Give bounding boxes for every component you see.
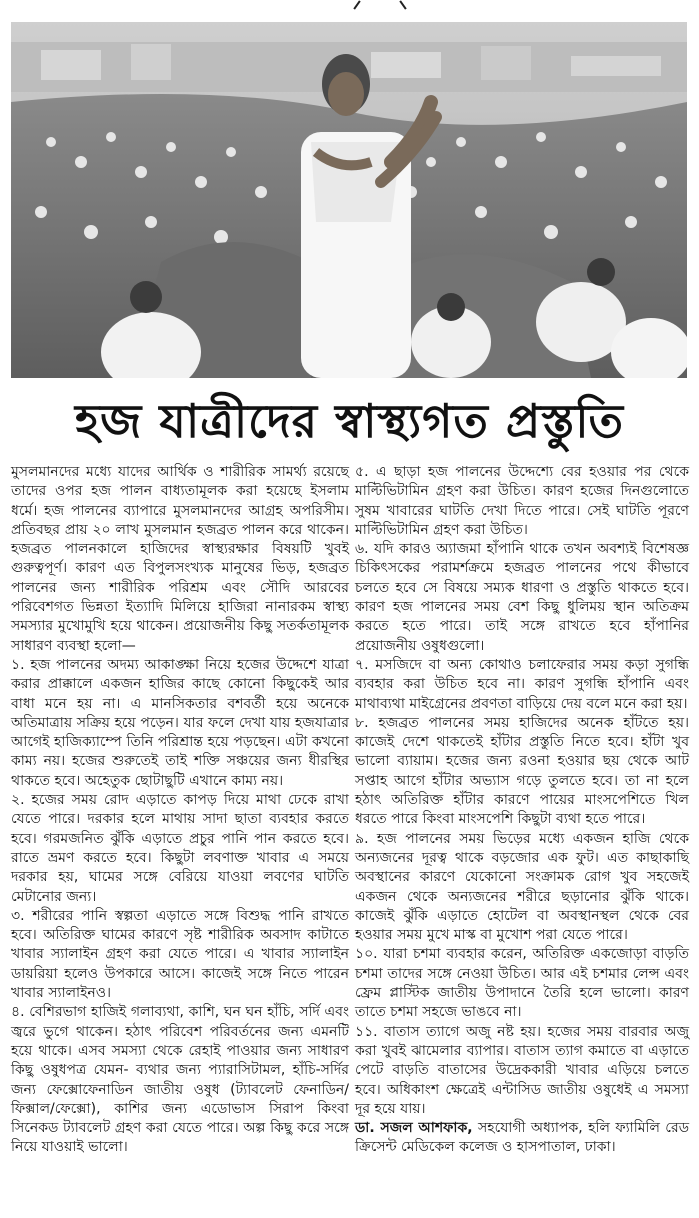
article-paragraph: ৫. এ ছাড়া হজ পালনের উদ্দেশ্যে বের হওয়ার পর থেকে মাল্টিভিটামিন গ্রহণ করা উচিত। কারণ হজের দিনগুলোতে সুষম খাবারের ঘাটতি দেখা দিতে পারে। সেই ঘাটতি পূরণে মাল্টিভিটামিন গ্রহণ করা উচিত। xyxy=(355,464,689,538)
article-paragraph: মুসলমানদের মধ্যে যাদের আর্থিক ও শারীরিক সামর্থ্য রয়েছে তাদের ওপর হজ পালন বাধ্যতামূলক করা হয়েছে ইসলাম ধর্মে। হজ পালনের ব্যাপারে মুসলমানদের আগ্রহ অপরিসীম। প্রতিবছর প্রায় ২০ লাখ মুসলমান হজব্রত পালন করে থাকেন। হজব্রত পালনকালে হাজিদের স্বাস্থ্যরক্ষার বিষয়টি খুবই গুরুত্বপূর্ণ। কারণ এত বিপুলসংখ্যক মানুষের ভিড়, হজব্রত পালনের জন্য শারীরিক পরিশ্রম এবং সৌদি আরবের পরিবেশগত ভিন্নতা ইত্যাদি মিলিয়ে হাজিরা নানারকম স্বাস্থ্য সমস্যার মুখোমুখি হয়ে থাকেন। প্রয়োজনীয় কিছু সতর্কতামূলক সাধারণ ব্যবস্থা হলো— xyxy=(11,464,349,654)
article-column-left xyxy=(11,463,349,1158)
corner-mark-right xyxy=(399,0,406,9)
article-paragraph: ১০. যারা চশমা ব্যবহার করেন, অতিরিক্ত একজোড়া বাড়তি চশমা তাদের সঙ্গে নেওয়া উচিত। আর এই চশমার লেন্স এবং ফ্রেম প্লাস্টিক জাতীয় উপাদানে তৈরি হলে ভালো। কারণ তাতে চশমা সহজে ভাঙবে না। xyxy=(355,946,689,1021)
article-paragraph: ১১. বাতাস ত্যাগে অজু নষ্ট হয়। হজের সময় বারবার অজু করা খুবই ঝামেলার ব্যাপার। বাতাস ত্যাগ কমাতে বা এড়াতে পেটে বাড়তি বাতাসের উদ্রেককারী খাবার এড়িয়ে চলতে হবে। অধিকাংশ ক্ষেত্রেই এন্টাসিড জাতীয় ওষুধেই এ সমস্যা দূর হয়ে যায়। xyxy=(355,1023,689,1117)
author-affiliation: সহযোগী অধ্যাপক, হলি ফ্যামিলি রেড ক্রিসেন্ট মেডিকেল কলেজ ও হাসপাতাল, ঢাকা। xyxy=(355,1120,689,1156)
article-paragraph: ৪. বেশিরভাগ হাজিই গলাব্যথা, কাশি, ঘন ঘন হাঁচি, সর্দি এবং জ্বরে ভুগে থাকেন। হঠাৎ পরিবেশ পরিবর্তনের জন্য এমনটি হয়ে থাকে। এসব সমস্যা থেকে রেহাই পাওয়ার জন্য সাধারণ কিছু ওষুধপত্র যেমন- ব্যথার জন্য প্যারাসিটামল, হাঁচি-সর্দির জন্য ফেক্সোফেনাডিন জাতীয় ওষুধ (ট্যাবলেট ফেনাডিন/ফিক্সাল/ফেক্সো), কাশির জন্য এডোভাস সিরাপ কিংবা সিনেকড ট্যাবলেট গ্রহণ করা যেতে পারে। অল্প কিছু করে সঙ্গে নিয়ে যাওয়াই ভালো। xyxy=(11,1004,349,1156)
author-byline xyxy=(355,1119,689,1158)
corner-mark-left xyxy=(353,0,360,9)
article-paragraph: ৭. মসজিদে বা অন্য কোথাও চলাফেরার সময় কড়া সুগন্ধি ব্যবহার করা উচিত হবে না। কারণ সুগন্ধি হাঁপানি এবং মাথাব্যথা মাইগ্রেনের প্রবণতা বাড়িয়ে দেয় বলে মনে করা হয়। xyxy=(355,656,689,712)
article-paragraph: ৮. হজব্রত পালনের সময় হাজিদের অনেক হাঁটতে হয়। কাজেই দেশে থাকতেই হাঁটার প্রস্তুতি নিতে হবে। হাঁটা খুব ভালো ব্যায়াম। হজের জন্য রওনা হওয়ার ছয় থেকে আট সপ্তাহ আগে হাঁটার অভ্যাস গড়ে তুলতে হবে। তা না হলে হঠাৎ অতিরিক্ত হাঁটার কারণে পায়ের মাংসপেশিতে খিল ধরতে পারে কিংবা মাংসপেশি কিছুটা ব্যথা হতে পারে। xyxy=(355,714,689,828)
author-name: ডা. সজল আশফাক, xyxy=(355,1120,473,1137)
article-paragraph: ৩. শরীরের পানি স্বল্পতা এড়াতে সঙ্গে বিশুদ্ধ পানি রাখতে হবে। অতিরিক্ত ঘামের কারণে সৃষ্ট শারীরিক অবসাদ কাটাতে খাবার স্যালাইন গ্রহণ করা যেতে পারে। এ খাবার স্যালাইন ডায়রিয়া হলেও উপকারে আসে। কাজেই সঙ্গে নিতে পারেন খাবার স্যালাইনও। xyxy=(11,907,349,1002)
hajj-photo-icon xyxy=(11,22,687,378)
article-paragraph: ৬. যদি কারও অ্যাজমা হাঁপানি থাকে তখন অবশ্যই বিশেষজ্ঞ চিকিৎসকের পরামর্শক্রমে হজব্রত পালনের পথে কীভাবে চলতে হবে সে বিষয়ে সম্যক ধারণা ও প্রস্তুতি থাকতে হবে। কারণ হজ পালনের সময় বেশ কিছু ধুলিময় স্থান অতিক্রম করতে হতে পারে। তাই সঙ্গে রাখতে হবে হাঁপানির প্রয়োজনীয় ওষুধগুলো। xyxy=(355,541,689,654)
page-top-edge xyxy=(0,0,699,22)
article-column-right xyxy=(355,463,689,1158)
article-headline: হজ যাত্রীদের স্বাস্থ্যগত প্রস্তুতি xyxy=(75,394,624,448)
article-paragraph: ১. হজ পালনের অদম্য আকাঙ্ক্ষা নিয়ে হজের উদ্দেশে যাত্রা করার প্রাক্কালে একজন হাজির কাছে কোনো কিছুকেই আর বাধা মনে হয় না। এ মানসিকতার বশবর্তী হয়ে অনেকে অতিমাত্রায় সক্রিয় হয়ে পড়েন। যার ফলে দেখা যায় হজযাত্রার আগেই হাজিক্যাম্পে তিনি পরিশ্রান্ত হয়ে পড়ছেন। এটা কখনো কাম্য নয়। হজের শুরুতেই তাই শক্তি সঞ্চয়ের জন্য ধীরস্থির থাকতে হবে। অহেতুক ছোটাছুটি এখানে কাম্য নয়। xyxy=(11,656,349,789)
article-paragraph: ২. হজের সময় রোদ এড়াতে কাপড় দিয়ে মাথা ঢেকে রাখা যেতে পারে। দরকার হলে মাথায় সাদা ছাতা ব্যবহার করতে হবে। গরমজনিত ঝুঁকি এড়াতে প্রচুর পানি পান করতে হবে। রাতে ভ্রমণ করতে হবে। কিছুটা লবণাক্ত খাবার এ সময়ে দরকার হয়, ঘামের সঙ্গে বেরিয়ে যাওয়া লবণের ঘাটতি মেটানোর জন্য। xyxy=(11,792,349,905)
hajj-photo xyxy=(11,22,687,378)
article-paragraph: ৯. হজ পালনের সময় ভিড়ের মধ্যে একজন হাজি থেকে অন্যজনের দূরত্ব থাকে বড়জোর এক ফুট। এত কাছাকাছি অবস্থানের কারণে যেকোনো সংক্রামক রোগ খুব সহজেই একজন থেকে অন্যজনের শরীরে ছড়ানোর ঝুঁকি থাকে। কাজেই ঝুঁকি এড়াতে হোটেল বা অবস্থানস্থল থেকে বের হওয়ার সময় মুখে মাস্ক বা মুখোশ পরা যেতে পারে। xyxy=(355,830,689,944)
